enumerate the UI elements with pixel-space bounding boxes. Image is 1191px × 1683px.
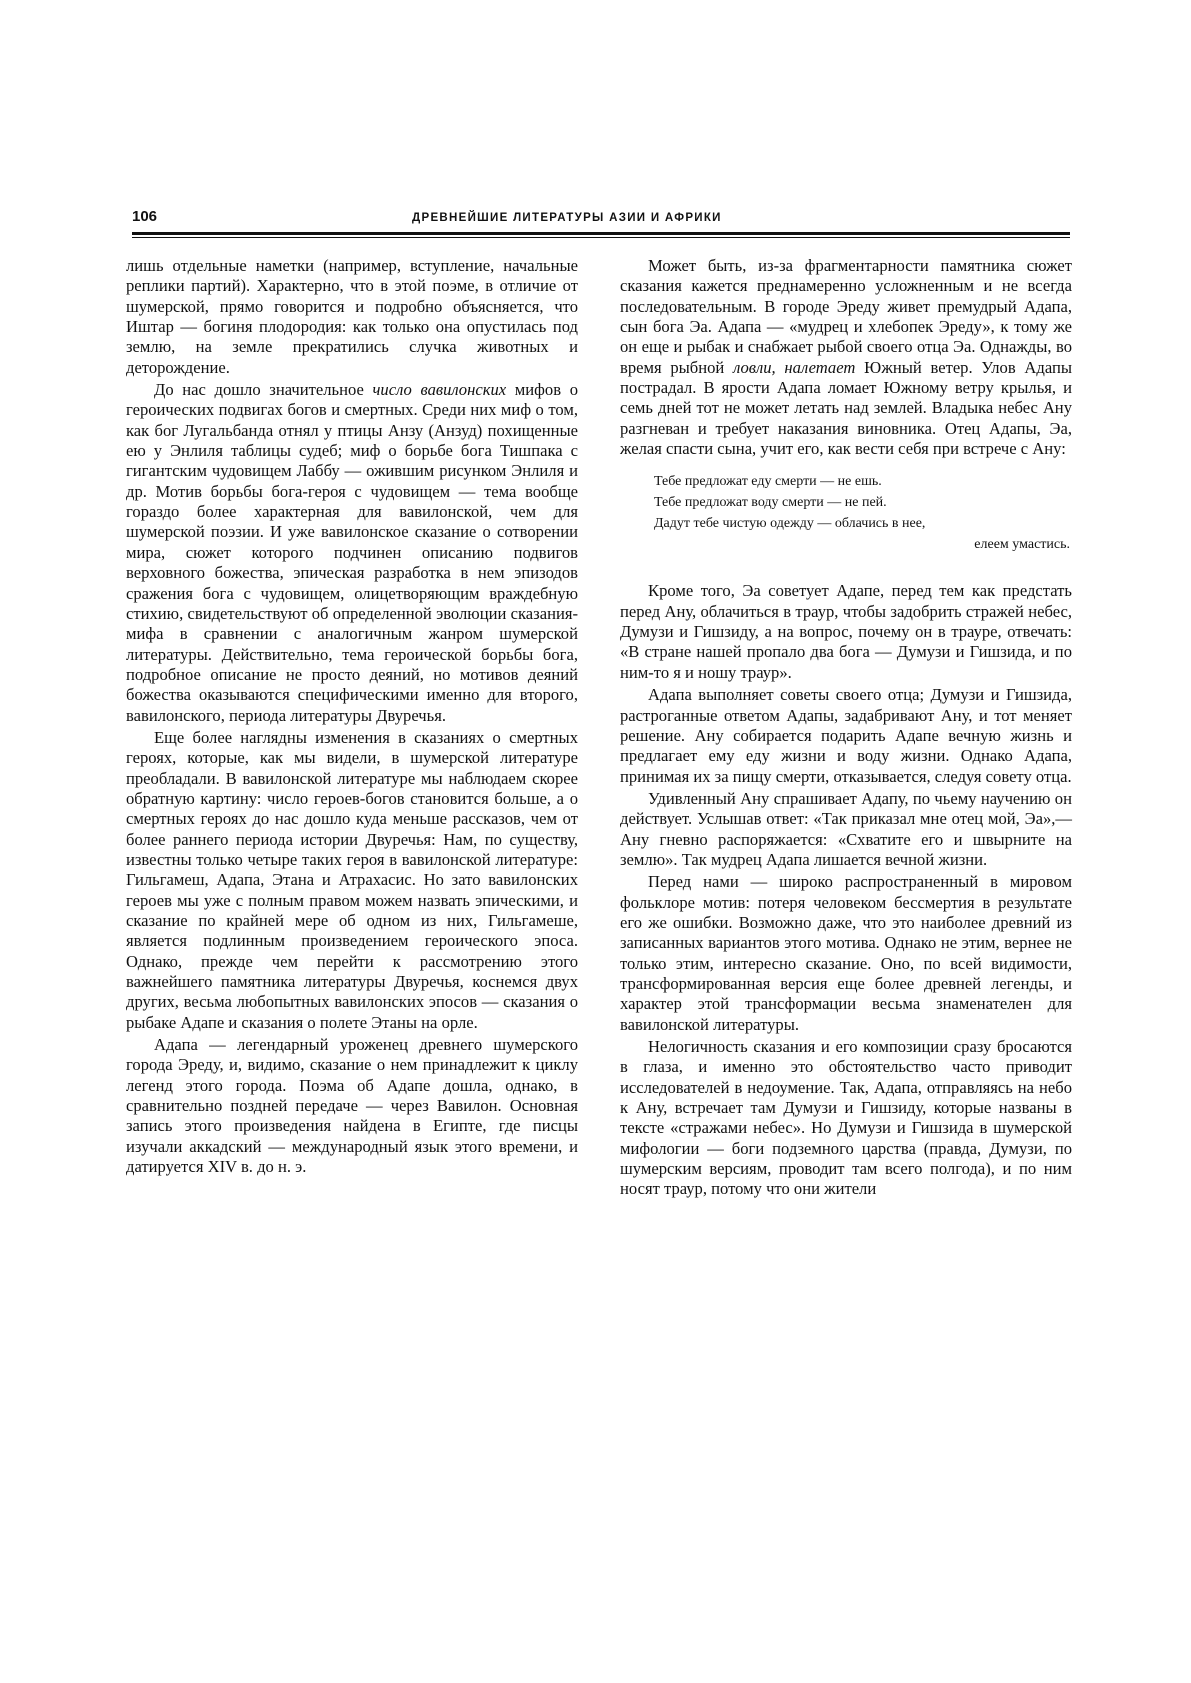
paragraph: Удивленный Ану спрашивает Адапу, по чьему научению он действует. Услышав ответ: «Так приказал мне отец мой, Эа»,— Ану гневно распоряжается: «Схватите его и швырните на землю». Так мудрец Адапа лишается вечной жизни. [620,788,1072,869]
header-rule-thin [132,237,1070,238]
paragraph [126,380,578,726]
left-column [126,256,578,1177]
paragraph: Еще более наглядны изменения в сказаниях о смертных героях, которые, как мы видели, в шумерской литературе преобладали. В вавилонской литературе мы наблюдаем скорее обратную картину: число героев-богов становится больше, а о смертных героях до нас дошло куда меньше рассказов, чем от более раннего периода истории Двуречья: Нам, по существу, известны только четыре таких героя в вавилонской литературе: Гильгамеш, Адапа, Этана и Атрахасис. Но зато вавилонских героев мы уже с полным правом можем назвать эпическими, и сказание по крайней мере об одном из них, Гильгамеше, является подлинным произведением героического эпоса. Однако, прежде чем перейти к рассмотрению этого важнейшего памятника литературы Двуречья, коснемся двух других, весьма любопытных вавилонских эпосов — сказания о рыбаке Адапе и сказания о полете Этаны на орле. [126,727,578,1032]
text-run: Южный ветер. Улов Адапы пострадал. В ярости Адапа ломает Южному ветру крылья, и семь дней тот не может летать над землей. Владыка небес Ану разгневан и требует наказания виновника. Отец Адапы, Эа, желая спасти сына, учит его, как вести себя при встрече с Ану: [620,357,1072,459]
verse-line: Тебе предложат еду смерти — не ешь. [654,474,882,490]
paragraph: Кроме того, Эа советует Адапе, перед тем как предстать перед Ану, облачиться в траур, чтобы задобрить стражей небес, Думузи и Гишзиду, а на вопрос, почему он в трауре, отвечать: «В стране нашей пропало два бога — Думузи и Гишзида, и по ним-то я и ношу траур». [620,581,1072,682]
header-rule [132,232,1070,235]
verse-line: Дадут тебе чистую одежду — облачись в нее, [654,516,926,532]
paragraph: Адапа выполняет советы своего отца; Думузи и Гишзида, растроганные ответом Адапы, задабривают Ану, и тот меняет решение. Ану собирается подарить Адапе вечную жизнь и предлагает ему еду жизни и воду жизни. Однако Адапа, принимая их за пищу смерти, отказывается, следуя совету отца. [620,685,1072,786]
verse-quote [654,471,1072,555]
paragraph [620,256,1072,459]
text-run: Может быть, из-за фрагментарности памятника сюжет сказания кажется преднамеренно усложненным и не всегда последовательным. В городе Эреду живет премудрый Адапа, сын бога Эа. Адапа — «мудрец и хлебопек Эреду», к тому же он еще и рыбак и снабжает рыбой своего отца Эа. Однажды, во время рыбной [620,256,1072,377]
paragraph: Нелогичность сказания и его композиции сразу бросаются в глаза, и именно это обстоятельство часто приводит исследователей в недоумение. Так, Адапа, отправляясь на небо к Ану, встречает там Думузи и Гишзиду, которые названы в тексте «стражами небес». Но Думузи и Гишзида в шумерской мифологии — боги подземного царства (правда, Думузи, по шумерским версиям, проводит там всего полгода), и по ним носят траур, потому что они жители [620,1037,1072,1199]
right-column [620,256,1072,1200]
page-header [132,208,1070,230]
italic-text: ловли, налетает [733,357,856,377]
text-run: До нас дошло значительное [154,380,373,400]
italic-text: число вавилонских [372,380,507,400]
running-title: ДРЕВНЕЙШИЕ ЛИТЕРАТУРЫ АЗИИ И АФРИКИ [412,212,722,224]
page-number: 106 [132,208,158,225]
verse-line: Тебе предложат воду смерти — не пей. [654,495,887,511]
paragraph: Адапа — легендарный уроженец древнего шумерского города Эреду, и, видимо, сказание о нем принадлежит к циклу легенд этого города. Поэма об Адапе дошла, однако, в сравнительно поздней передаче — через Вавилон. Основная запись этого произведения найдена в Египте, где писцы изучали аккадский — международный язык этого времени, и датируется XIV в. до н. э. [126,1035,578,1177]
paragraph: лишь отдельные наметки (например, вступление, начальные реплики партий). Характерно, что в этой поэме, в отличие от шумерской, прямо говорится и подробно объясняется, что Иштар — богиня плодородия: как только она опустилась под землю, на земле прекратились случка животных и деторождение. [126,256,578,377]
verse-line: елеем умастись. [974,537,1070,553]
paragraph: Перед нами — широко распространенный в мировом фольклоре мотив: потеря человеком бессмертия в результате его же ошибки. Возможно даже, что это наиболее древний из записанных вариантов этого мотива. Однако не этим, вернее не только этим, интересно сказание. Оно, по всей видимости, трансформированная версия еще более древней легенды, и характер этой трансформации весьма знаменателен для вавилонской литературы. [620,872,1072,1034]
text-run: мифов о героических подвигах богов и смертных. Среди них миф о том, как бог Лугальбанда отнял у птицы Анзу (Анзуд) похищенные ею у Энлиля таблицы судеб; миф о борьбе бога Тишпака с гигантским чудовищем Лаббу — ожившим рисунком Энлиля и др. Мотив борьбы бога-героя с чудовищем — тема вообще гораздо более характерная для вавилонской, чем для шумерской поэзии. И уже вавилонское сказание о сотворении мира, сюжет которого подчинен описанию подвигов верховного божества, эпическая разработка в нем эпизодов сражения бога с чудовищем, олицетворяющим враждебную стихию, свидетельствуют об определенной эволюции сказания-мифа в сравнении с аналогичным жанром шумерской литературы. Действительно, тема героической борьбы бога, подробное описание не просто деяний, но мотивов деяний божества оказываются специфическими именно для второго, вавилонского, периода литературы Двуречья. [126,380,578,725]
